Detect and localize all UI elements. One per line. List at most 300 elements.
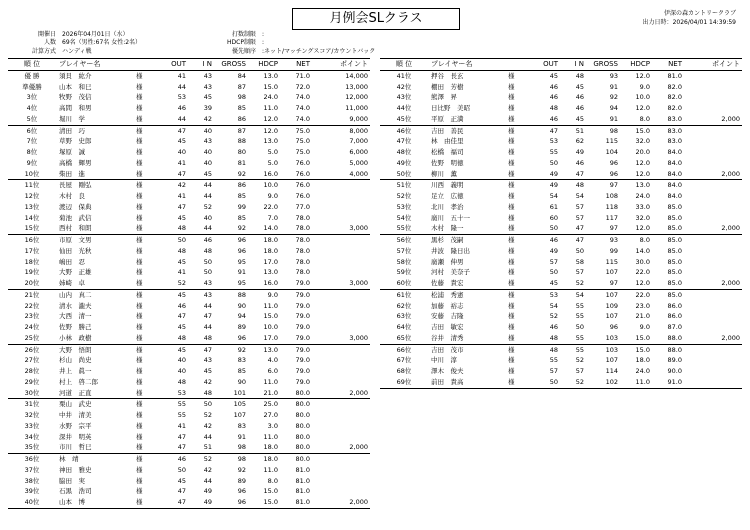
cell-player-name: 松浦 秀憲 (428, 289, 508, 300)
cell-honorific: 様 (508, 71, 515, 80)
table-row (380, 235, 742, 246)
cell-rank: 57位 (396, 246, 412, 255)
cell-point (684, 70, 742, 81)
cell-hdcp: 16.0 (263, 169, 278, 178)
table-header (380, 59, 742, 71)
cell-rank: 20位 (24, 279, 40, 287)
table-row (8, 267, 370, 278)
cell-gross: 98 (237, 443, 246, 452)
cell-player-name: 澤木 俊夫 (431, 367, 464, 375)
cell-out: 46 (534, 235, 560, 246)
cell-point (312, 377, 370, 388)
cell-out: 48 (177, 333, 186, 342)
cell-point (684, 246, 742, 257)
cell-rank: 39位 (24, 487, 40, 496)
header-point: ポイント (684, 59, 742, 71)
cell-hdcp: 13.0 (263, 137, 278, 146)
header-hdcp: HDCP (620, 59, 652, 71)
cell-honorific: 様 (508, 344, 534, 355)
cell-gross: 93 (609, 71, 618, 80)
cell-point: 9,000 (349, 114, 368, 123)
cell-honorific: 様 (136, 476, 143, 485)
table-row (380, 377, 742, 388)
cell-player-name: 嶋田 忍 (59, 257, 85, 266)
cell-gross: 93 (586, 235, 620, 246)
cell-out: 48 (534, 344, 560, 355)
cell-player-name: 廣瀬 伸男 (431, 257, 464, 266)
cell-in: 55 (575, 301, 584, 310)
cell-in: 54 (560, 289, 586, 300)
table-row (380, 278, 742, 289)
cell-net: 77.0 (295, 202, 310, 211)
cell-rank: 47位 (396, 137, 412, 146)
cell-hdcp: 10.0 (263, 323, 278, 331)
cell-player-name: 谷井 清秀 (431, 333, 464, 342)
cell-point: 7,000 (349, 137, 368, 146)
info-value: ハンディ戦 (62, 47, 92, 55)
header-in: I N (188, 59, 214, 71)
cell-hdcp: 11.0 (263, 432, 278, 441)
cell-point: 2,000 (721, 169, 740, 178)
print-datetime-value: 2026/04/01 14:39:59 (672, 19, 736, 26)
cell-gross: 85 (237, 104, 246, 112)
cell-rank: 68位 (396, 367, 412, 375)
cell-point (312, 486, 370, 497)
cell-in: 52 (188, 454, 214, 465)
cell-net: 83.0 (652, 125, 684, 136)
cell-honorific: 様 (136, 399, 162, 410)
cell-honorific: 様 (508, 224, 515, 233)
cell-player-name: 柴田 進 (59, 169, 85, 178)
cell-point (684, 92, 742, 103)
cell-gross: 118 (605, 202, 618, 211)
table-row (8, 223, 370, 234)
info-value: ネット/マッチングスコア/カウントバック (264, 47, 376, 55)
header-out: OUT (534, 59, 560, 71)
table-row (8, 454, 370, 465)
cell-hdcp: 24.0 (635, 367, 650, 375)
cell-rank: 49位 (396, 158, 412, 167)
table-row (380, 82, 742, 93)
cell-rank: 63位 (396, 312, 412, 321)
cell-honorific: 様 (136, 268, 143, 277)
cell-hdcp: 13.0 (620, 180, 652, 191)
cell-out: 45 (177, 137, 186, 146)
cell-net: 85.0 (667, 202, 682, 211)
cell-net: 75.0 (280, 125, 312, 136)
cell-honorific: 様 (508, 301, 515, 310)
table-row (380, 257, 742, 268)
cell-point (312, 202, 370, 213)
cell-out: 61 (549, 202, 558, 211)
cell-honorific: 様 (508, 104, 515, 112)
info-label: HDCP制限 (227, 39, 256, 47)
cell-honorific: 様 (508, 125, 534, 136)
cell-out: 44 (177, 114, 186, 123)
cell-gross: 107 (605, 268, 618, 277)
cell-honorific: 様 (136, 465, 143, 474)
cell-point (684, 136, 742, 147)
cell-in: 54 (575, 192, 584, 200)
cell-point (684, 202, 742, 213)
cell-net: 80.0 (280, 399, 312, 410)
club-info (643, 9, 736, 27)
cell-rank: 26位 (8, 344, 56, 355)
cell-point: 2,000 (349, 443, 368, 452)
cell-honorific: 様 (136, 333, 143, 342)
cell-hdcp: 15.0 (635, 333, 650, 342)
cell-in: 51 (203, 443, 212, 452)
cell-gross: 96 (609, 169, 618, 178)
cell-gross: 96 (237, 487, 246, 496)
info-label: 優先順序 (231, 47, 256, 55)
cell-point (684, 267, 742, 278)
cell-honorific: 様 (136, 224, 143, 233)
cell-player-name: 小林 政樹 (59, 333, 92, 342)
table-row (380, 344, 742, 355)
cell-in: 43 (203, 137, 212, 146)
cell-honorific: 様 (136, 137, 143, 146)
cell-point: 11,000 (345, 104, 368, 112)
cell-out: 48 (549, 104, 558, 112)
cell-rank: 18位 (24, 257, 40, 266)
info-row-method (18, 48, 141, 56)
cell-hdcp: 15.0 (263, 312, 278, 321)
table-row (380, 355, 742, 366)
table-row (8, 92, 370, 103)
cell-player-name: 大西 清一 (59, 312, 92, 321)
cell-player-name: 熊澤 昇 (431, 93, 457, 102)
cell-in: 44 (203, 323, 212, 331)
cell-in: 48 (203, 388, 212, 397)
cell-rank: 14位 (24, 213, 40, 222)
cell-net: 76.0 (295, 158, 310, 167)
cell-player-name: 安藤 吉隆 (431, 312, 464, 321)
cell-in: 45 (203, 93, 212, 102)
cell-out: 46 (549, 114, 558, 123)
cell-rank: 9位 (26, 158, 38, 167)
cell-in: 57 (575, 367, 584, 375)
cell-out: 46 (549, 323, 558, 331)
cell-net: 71.0 (295, 71, 310, 80)
cell-point: 4,000 (349, 169, 368, 178)
table-row (8, 344, 370, 355)
cell-in: 45 (575, 82, 584, 91)
cell-point (312, 322, 370, 333)
cell-out: 45 (162, 289, 188, 300)
info-value: 69名（男性:67名 女性:2名） (62, 39, 142, 47)
cell-honorific: 様 (136, 158, 143, 167)
cell-player-name: 中井 清美 (59, 411, 92, 419)
cell-honorific: 様 (136, 312, 143, 321)
info-label: 打数制限 (231, 31, 256, 38)
cell-out: 45 (177, 476, 186, 485)
cell-hdcp: 9.0 (267, 192, 278, 200)
cell-honorific: 様 (508, 289, 534, 300)
cell-out: 44 (177, 82, 186, 91)
cell-net: 86.0 (667, 301, 682, 310)
cell-gross: 90 (237, 301, 246, 310)
cell-player-name: 木村 良 (59, 192, 85, 200)
cell-out: 41 (177, 268, 186, 277)
cell-hdcp: 24.0 (635, 192, 650, 200)
table-row (380, 223, 742, 234)
cell-gross: 88 (214, 289, 248, 300)
cell-gross: 92 (237, 224, 246, 233)
cell-player-name: 佐藤 貴宏 (431, 279, 464, 287)
cell-player-name: 林 靖 (56, 454, 136, 465)
cell-honorific: 様 (136, 180, 162, 191)
cell-honorific: 様 (136, 246, 143, 255)
cell-point: 2,000 (721, 114, 740, 123)
cell-gross: 84 (237, 71, 246, 80)
cell-net: 84.0 (667, 158, 682, 167)
cell-player-name: 佐野 勝己 (59, 323, 92, 331)
cell-gross: 87 (214, 125, 248, 136)
cell-player-name: 菊池 武信 (59, 213, 92, 222)
table-row (8, 169, 370, 180)
cell-honorific: 様 (136, 104, 143, 112)
cell-in: 46 (575, 104, 584, 112)
cell-gross: 97 (609, 279, 618, 287)
cell-honorific: 様 (508, 213, 515, 222)
cell-rank: 59位 (396, 268, 412, 277)
cell-gross: 92 (237, 169, 246, 178)
cell-honorific: 様 (136, 235, 162, 246)
cell-net: 89.0 (667, 356, 682, 365)
cell-point: 13,000 (345, 82, 368, 91)
table-row (8, 301, 370, 312)
cell-net: 78.0 (295, 246, 310, 255)
table-row (8, 355, 370, 366)
table-row (8, 399, 370, 410)
cell-net: 74.0 (295, 104, 310, 112)
table-row (8, 246, 370, 257)
cell-point: 2,000 (721, 333, 740, 342)
table-row (380, 169, 742, 180)
table-row (8, 70, 370, 81)
cell-gross: 88 (237, 137, 246, 146)
cell-point (312, 454, 370, 465)
cell-point (684, 191, 742, 202)
cell-in: 58 (575, 257, 584, 266)
cell-hdcp: 4.0 (267, 356, 278, 365)
cell-out: 55 (162, 399, 188, 410)
cell-honorific: 様 (508, 158, 515, 167)
cell-in: 47 (560, 235, 586, 246)
cell-gross: 104 (605, 148, 618, 156)
header-sama (136, 59, 162, 71)
cell-in: 51 (560, 125, 586, 136)
cell-rank: 43位 (396, 93, 412, 102)
table-row (8, 114, 370, 125)
cell-out: 46 (177, 301, 186, 310)
cell-net: 79.0 (280, 344, 312, 355)
cell-hdcp: 12.0 (635, 169, 650, 178)
table-row (380, 289, 742, 300)
cell-honorific: 様 (508, 114, 515, 123)
cell-player-name: 押谷 長玄 (431, 71, 464, 80)
table-row (380, 103, 742, 114)
cell-rank: 42位 (396, 82, 412, 91)
cell-hdcp: 15.0 (620, 344, 652, 355)
cell-point (684, 158, 742, 169)
cell-out: 53 (549, 137, 558, 146)
table-row (8, 136, 370, 147)
cell-in: 45 (575, 114, 584, 123)
cell-gross: 117 (605, 213, 618, 222)
cell-honorific: 様 (136, 202, 143, 211)
cell-rank: 10位 (24, 169, 40, 178)
cell-honorific: 様 (136, 279, 143, 287)
cell-out: 50 (549, 224, 558, 233)
cell-gross: 103 (586, 344, 620, 355)
cell-rank: 36位 (8, 454, 56, 465)
cell-hdcp: 9.0 (639, 82, 650, 91)
table-row (8, 235, 370, 246)
cell-net: 79.0 (295, 312, 310, 321)
cell-rank: 31位 (8, 399, 56, 410)
cell-player-name: 松橋 福司 (431, 148, 464, 156)
table-row (8, 388, 370, 399)
cell-net: 85.0 (667, 279, 682, 287)
cell-player-name: 北川 孝治 (431, 202, 464, 211)
cell-point (684, 366, 742, 377)
cell-net: 85.0 (667, 268, 682, 277)
cell-hdcp: 24.0 (263, 93, 278, 102)
cell-point (684, 301, 742, 312)
cell-hdcp: 21.0 (635, 312, 650, 321)
cell-gross: 107 (586, 289, 620, 300)
cell-out: 54 (549, 192, 558, 200)
cell-point (684, 125, 742, 136)
cell-gross: 96 (609, 323, 618, 331)
cell-gross: 115 (605, 257, 618, 266)
header-out: OUT (162, 59, 188, 71)
cell-gross: 91 (237, 268, 246, 277)
cell-in: 44 (203, 192, 212, 200)
cell-hdcp: 15.0 (620, 125, 652, 136)
cell-point: 3,000 (349, 224, 368, 233)
cell-out: 50 (549, 158, 558, 167)
cell-hdcp: 13.0 (248, 344, 280, 355)
cell-point: 3,000 (349, 279, 368, 287)
cell-honorific: 様 (136, 411, 143, 419)
cell-out: 47 (177, 487, 186, 496)
cell-net: 81.0 (295, 487, 310, 496)
cell-net: 86.0 (667, 312, 682, 321)
cell-rank: 54位 (396, 213, 412, 222)
cell-net: 80.0 (295, 411, 310, 419)
cell-rank: 50位 (396, 169, 412, 178)
cell-player-name: 須貝 紘介 (59, 71, 92, 80)
cell-out: 41 (177, 158, 186, 167)
table-row (380, 125, 742, 136)
cell-player-name: 草野 史郎 (59, 137, 92, 146)
cell-player-name: 井波 隆日出 (431, 246, 470, 255)
header-rank: 順 位 (380, 59, 428, 71)
cell-honorific: 様 (136, 377, 143, 386)
info-value: 2026年04月01日（水） (62, 31, 129, 38)
table-row (380, 136, 742, 147)
cell-player-name: 脇田 実 (59, 476, 85, 485)
cell-out: 45 (549, 279, 558, 287)
cell-hdcp: 17.0 (263, 333, 278, 342)
info-row-hdcp-limit: HDCP制限 : (214, 39, 375, 47)
cell-in: 50 (575, 246, 584, 255)
cell-gross: 115 (605, 137, 618, 146)
table-row (380, 311, 742, 322)
cell-net: 82.0 (667, 93, 682, 102)
cell-net: 85.0 (667, 257, 682, 266)
cell-gross: 96 (214, 497, 248, 508)
cell-gross: 107 (233, 411, 246, 419)
cell-point (312, 213, 370, 224)
cell-net: 85.0 (667, 213, 682, 222)
table-row (8, 213, 370, 224)
cell-in: 52 (560, 377, 586, 388)
cell-hdcp: 22.0 (635, 268, 650, 277)
cell-gross: 98 (214, 454, 248, 465)
cell-out: 45 (177, 323, 186, 331)
cell-in: 50 (575, 323, 584, 331)
cell-gross: 96 (237, 333, 246, 342)
cell-out: 55 (549, 148, 558, 156)
cell-honorific: 様 (136, 114, 143, 123)
cell-player-name: 廣川 五十一 (431, 213, 470, 222)
cell-player-name: 渡辺 保典 (59, 202, 92, 211)
cell-in: 40 (203, 148, 212, 156)
cell-player-name: 日比野 美昭 (431, 104, 470, 112)
table-row (8, 82, 370, 93)
table-row (8, 432, 370, 443)
print-label: 出力日時 (642, 19, 667, 26)
cell-point: 8,000 (312, 125, 370, 136)
cell-gross: 85 (237, 192, 246, 200)
cell-point (312, 257, 370, 268)
club-name: 伊深の森カントリークラブ (663, 10, 736, 17)
cell-player-name: 杉山 尚史 (59, 356, 92, 365)
cell-net: 81.0 (295, 476, 310, 485)
cell-point: 5,000 (349, 158, 368, 167)
cell-hdcp: 12.0 (635, 279, 650, 287)
cell-out: 41 (177, 71, 186, 80)
cell-rank: 46位 (380, 125, 428, 136)
cell-point: 6,000 (349, 148, 368, 156)
cell-rank: 58位 (396, 257, 412, 266)
cell-in: 57 (575, 202, 584, 211)
cell-gross: 85 (237, 367, 246, 375)
cell-player-name: 山本 和巳 (59, 82, 92, 91)
cell-gross: 83 (237, 421, 246, 430)
table-row (380, 267, 742, 278)
cell-honorific: 様 (508, 367, 515, 375)
cell-rank: 61位 (380, 289, 428, 300)
info-label: 開催日 (37, 31, 56, 38)
results-table-left (8, 58, 370, 509)
cell-honorific: 様 (508, 356, 515, 365)
cell-net: 80.0 (295, 432, 310, 441)
cell-rank: 35位 (24, 443, 40, 452)
cell-in: 43 (203, 71, 212, 80)
cell-rank: 11位 (8, 180, 56, 191)
cell-rank: 12位 (24, 192, 40, 200)
cell-honorific: 様 (508, 82, 515, 91)
cell-honorific: 様 (508, 268, 515, 277)
cell-in: 52 (203, 202, 212, 211)
table-row (8, 497, 370, 508)
cell-net: 91.0 (652, 377, 684, 388)
